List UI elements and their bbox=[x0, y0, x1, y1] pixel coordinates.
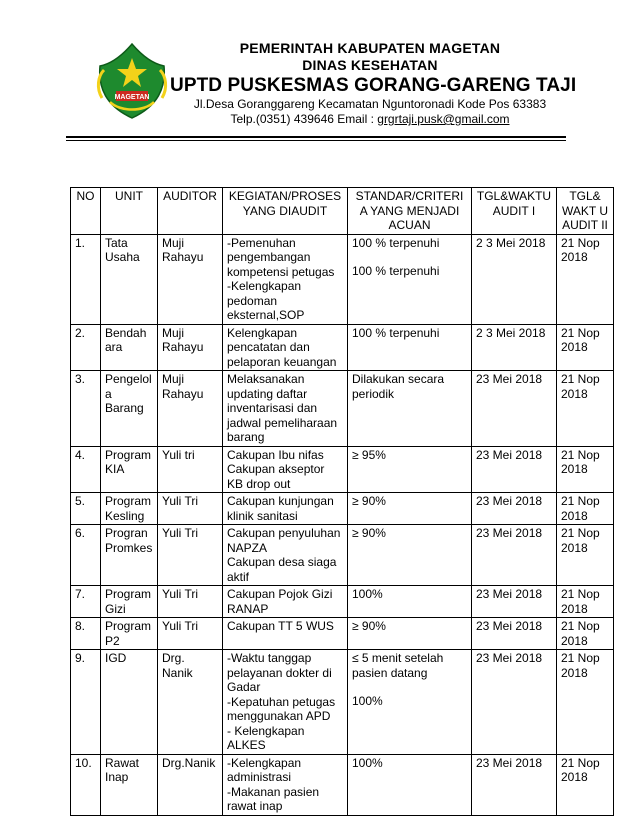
table-row bbox=[71, 493, 614, 525]
cell-standar-line: Dilakukan secara periodik bbox=[352, 372, 445, 401]
cell-standar bbox=[348, 754, 472, 815]
table-row bbox=[71, 371, 614, 447]
cell-no: 6. bbox=[71, 525, 101, 586]
cell-unit: Bendahara bbox=[101, 324, 158, 371]
cell-standar-line: 100% bbox=[352, 755, 383, 770]
cell-kegiatan-line: Cakupan TT 5 WUS bbox=[227, 619, 334, 633]
cell-unit: Tata Usaha bbox=[101, 234, 158, 324]
department-name: DINAS KESEHATAN bbox=[302, 57, 438, 73]
government-name: PEMERINTAH KABUPATEN MAGETAN bbox=[239, 40, 501, 56]
cell-kegiatan-line: Cakupan penyuluhan NAPZA bbox=[227, 526, 341, 555]
cell-tgl-audit-2: 21 Nop 2018 bbox=[557, 324, 614, 371]
table-header-row bbox=[71, 188, 614, 235]
cell-tgl-audit-1: 23 Mei 2018 bbox=[472, 650, 557, 755]
cell-kegiatan bbox=[223, 371, 348, 447]
cell-standar-line: 100% bbox=[352, 694, 383, 708]
cell-tgl-audit-1: 2 3 Mei 2018 bbox=[472, 324, 557, 371]
cell-kegiatan bbox=[223, 446, 348, 493]
table-row bbox=[71, 650, 614, 755]
cell-standar-line: ≥ 90% bbox=[352, 526, 386, 540]
table-row bbox=[71, 446, 614, 493]
cell-standar bbox=[348, 618, 472, 650]
cell-no: 10. bbox=[71, 754, 101, 815]
cell-no: 8. bbox=[71, 618, 101, 650]
cell-tgl-audit-1: 23 Mei 2018 bbox=[472, 618, 557, 650]
cell-standar-line: 100 % terpenuhi bbox=[352, 264, 440, 278]
cell-standar bbox=[348, 371, 472, 447]
cell-kegiatan bbox=[223, 234, 348, 324]
cell-auditor: Muji Rahayu bbox=[158, 234, 223, 324]
cell-standar bbox=[348, 493, 472, 525]
cell-no: 1. bbox=[71, 234, 101, 324]
cell-tgl-audit-1: 23 Mei 2018 bbox=[472, 525, 557, 586]
letterhead bbox=[0, 0, 638, 140]
col-header-tgl-audit-2: TGL& WAKT U AUDIT II bbox=[557, 188, 614, 235]
col-header-standar: STANDAR/CRITERIA YANG MENJADI ACUAN bbox=[348, 188, 472, 235]
cell-kegiatan-line: -Waktu tanggap pelayanan dokter di Gadar bbox=[227, 651, 332, 694]
cell-auditor: Muji Rahayu bbox=[158, 324, 223, 371]
cell-unit: Program P2 bbox=[101, 618, 158, 650]
cell-kegiatan-line: -Pemenuhan pengembangan kompetensi petugas bbox=[227, 235, 335, 279]
cell-auditor: Muji Rahayu bbox=[158, 371, 223, 447]
address: Jl.Desa Goranggareng Kecamatan Nguntoronadi Kode Pos 63383 bbox=[193, 97, 547, 111]
cell-kegiatan-line: Cakupan Ibu nifas bbox=[227, 447, 324, 462]
cell-no: 7. bbox=[71, 586, 101, 618]
cell-kegiatan-line: Cakupan desa siaga aktif bbox=[227, 555, 337, 584]
cell-kegiatan-line: -Kelengkapan pedoman eksternal,SOP bbox=[227, 279, 305, 322]
unit-name: UPTD PUSKESMAS GORANG-GARENG TAJI bbox=[170, 75, 577, 96]
cell-kegiatan-line: Cakupan kunjungan klinik sanitasi bbox=[227, 494, 334, 523]
table-row bbox=[71, 586, 614, 618]
cell-no: 3. bbox=[71, 371, 101, 447]
col-header-no: NO bbox=[71, 188, 101, 235]
cell-tgl-audit-2: 21 Nop 2018 bbox=[557, 446, 614, 493]
cell-tgl-audit-1: 2 3 Mei 2018 bbox=[472, 234, 557, 324]
magetan-crest-logo bbox=[92, 36, 172, 122]
cell-unit: Program Gizi bbox=[101, 586, 158, 618]
contact-line bbox=[170, 112, 570, 127]
cell-kegiatan-line: - Kelengkapan ALKES bbox=[227, 723, 305, 752]
cell-unit: Program KIA bbox=[101, 446, 158, 493]
cell-standar-line: ≥ 90% bbox=[352, 619, 386, 633]
cell-kegiatan bbox=[223, 493, 348, 525]
header-rule-thin bbox=[66, 140, 566, 141]
col-header-auditor: AUDITOR bbox=[158, 188, 223, 235]
cell-tgl-audit-1: 23 Mei 2018 bbox=[472, 446, 557, 493]
cell-auditor: Yuli Tri bbox=[158, 618, 223, 650]
cell-kegiatan bbox=[223, 586, 348, 618]
table-row bbox=[71, 618, 614, 650]
cell-standar-line: ≤ 5 menit setelah pasien datang bbox=[352, 651, 444, 680]
table-row bbox=[71, 234, 614, 324]
cell-auditor: Yuli Tri bbox=[158, 493, 223, 525]
cell-standar bbox=[348, 324, 472, 371]
cell-unit: Program Kesling bbox=[101, 493, 158, 525]
cell-auditor: Drg.Nanik bbox=[158, 754, 223, 815]
header-rule-thick bbox=[66, 136, 566, 138]
cell-tgl-audit-2: 21 Nop 2018 bbox=[557, 493, 614, 525]
cell-standar bbox=[348, 446, 472, 493]
cell-tgl-audit-1: 23 Mei 2018 bbox=[472, 586, 557, 618]
cell-no: 5. bbox=[71, 493, 101, 525]
cell-standar-line: ≥ 90% bbox=[352, 494, 386, 508]
cell-no: 2. bbox=[71, 324, 101, 371]
cell-kegiatan bbox=[223, 618, 348, 650]
letterhead-text bbox=[170, 40, 577, 127]
cell-tgl-audit-2: 21 Nop 2018 bbox=[557, 586, 614, 618]
cell-kegiatan-line: -Kelengkapan administrasi bbox=[227, 755, 302, 784]
cell-auditor: Drg. Nanik bbox=[158, 650, 223, 755]
cell-tgl-audit-1: 23 Mei 2018 bbox=[472, 754, 557, 815]
cell-no: 9. bbox=[71, 650, 101, 755]
cell-standar bbox=[348, 586, 472, 618]
cell-kegiatan-line: -Makanan pasien rawat inap bbox=[227, 784, 320, 813]
cell-auditor: Yuli tri bbox=[158, 446, 223, 493]
cell-auditor: Yuli Tri bbox=[158, 525, 223, 586]
cell-standar bbox=[348, 525, 472, 586]
cell-kegiatan-line: -Kepatuhan petugas menggunakan APD bbox=[227, 694, 336, 723]
col-header-kegiatan: KEGIATAN/PROSES YANG DIAUDIT bbox=[223, 188, 348, 235]
col-header-unit: UNIT bbox=[101, 188, 158, 235]
cell-auditor: Yuli Tri bbox=[158, 586, 223, 618]
col-header-tgl-audit-1: TGL&WAKTU AUDIT I bbox=[472, 188, 557, 235]
table-body bbox=[71, 234, 614, 815]
cell-kegiatan-line: Cakupan akseptor KB drop out bbox=[227, 462, 325, 491]
cell-standar-line: ≥ 95% bbox=[352, 447, 386, 462]
cell-unit: Progran Promkes bbox=[101, 525, 158, 586]
phone-label: Telp.(0351) 439646 Email : bbox=[230, 112, 374, 126]
cell-tgl-audit-2: 21 Nop 2018 bbox=[557, 371, 614, 447]
cell-no: 4. bbox=[71, 446, 101, 493]
table-row bbox=[71, 525, 614, 586]
email-link[interactable]: grgrtaji.pusk@gmail.com bbox=[377, 112, 510, 126]
cell-unit: Rawat Inap bbox=[101, 754, 158, 815]
cell-tgl-audit-2: 21 Nop 2018 bbox=[557, 754, 614, 815]
cell-standar-line bbox=[352, 680, 467, 694]
cell-kegiatan bbox=[223, 650, 348, 755]
table-row bbox=[71, 754, 614, 815]
cell-standar-line: 100 % terpenuhi bbox=[352, 325, 440, 340]
cell-kegiatan bbox=[223, 754, 348, 815]
cell-tgl-audit-1: 23 Mei 2018 bbox=[472, 371, 557, 447]
cell-tgl-audit-2: 21 Nop 2018 bbox=[557, 618, 614, 650]
cell-tgl-audit-2: 21 Nop 2018 bbox=[557, 234, 614, 324]
cell-kegiatan bbox=[223, 324, 348, 371]
cell-tgl-audit-1: 23 Mei 2018 bbox=[472, 493, 557, 525]
cell-standar-line bbox=[352, 250, 467, 264]
cell-standar bbox=[348, 650, 472, 755]
logo-text: MAGETAN bbox=[114, 94, 150, 101]
cell-tgl-audit-2: 21 Nop 2018 bbox=[557, 650, 614, 755]
cell-standar-line: 100% bbox=[352, 587, 383, 601]
cell-kegiatan-line: Cakupan Pojok Gizi RANAP bbox=[227, 587, 333, 616]
cell-unit: Pengelola Barang bbox=[101, 371, 158, 447]
cell-kegiatan-line: Melaksanakan updating daftar inventarisasi dan jadwal pemeliharaan barang bbox=[227, 372, 338, 444]
cell-kegiatan bbox=[223, 525, 348, 586]
cell-unit: IGD bbox=[101, 650, 158, 755]
cell-standar bbox=[348, 234, 472, 324]
table-row bbox=[71, 324, 614, 371]
cell-tgl-audit-2: 21 Nop 2018 bbox=[557, 525, 614, 586]
cell-standar-line: 100 % terpenuhi bbox=[352, 235, 440, 250]
audit-schedule-table bbox=[70, 187, 614, 816]
cell-kegiatan-line: Kelengkapan pencatatan dan pelaporan keuangan bbox=[227, 325, 337, 369]
